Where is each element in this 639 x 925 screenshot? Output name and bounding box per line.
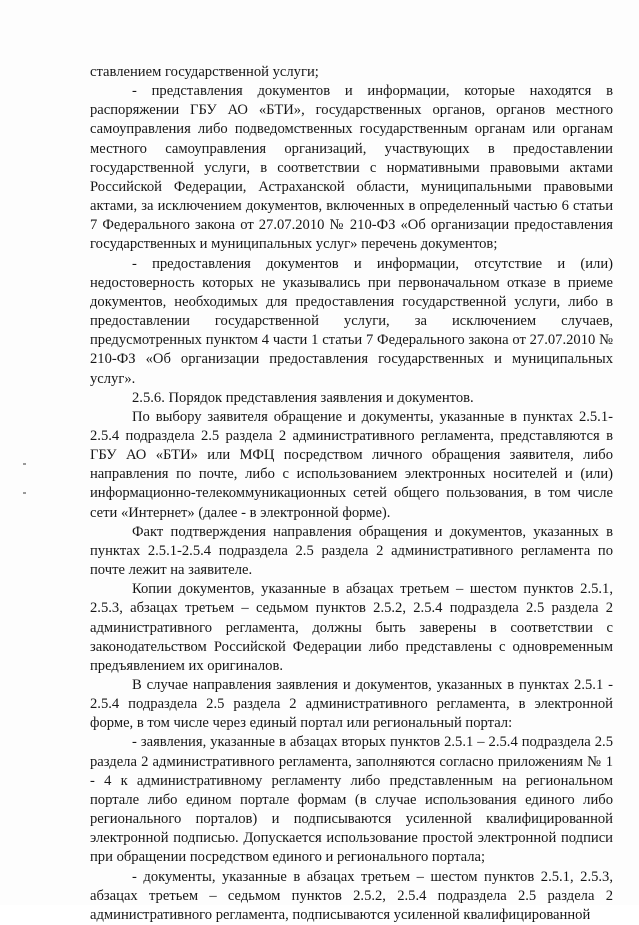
paragraph: ставлением государственной услуги; xyxy=(90,64,319,80)
paragraph: Копии документов, указанные в абзацах третьем – шестом пунктов 2.5.1, 2.5.3, абзацах третьем – седьмом пунктов 2.5.2, 2.5.4 подраздела 2.5 раздела 2 административного регламента, должны быть заверены в соответствии с законодательством Российской Федерации либо представлены с одновременным предъявлением их оригиналов. xyxy=(90,581,613,674)
document-body xyxy=(90,63,613,925)
paragraph: - представления документов и информации, которые находятся в распоряжении ГБУ АО «БТИ», государственных органов, органов местного самоуправления либо подведомственных государственным органам или органам местного самоуправления организаций, участвующих в предоставлении государственной услуги, в соответствии с нормативными правовыми актами Российской Федерации, Астраханской области, муниципальными правовыми актами, за исключением документов, включенных в определенный частью 6 статьи 7 Федерального закона от 27.07.2010 № 210-ФЗ «Об организации предоставления государственных и муниципальных услуг» перечень документов; xyxy=(90,83,613,253)
margin-mark xyxy=(23,492,26,494)
paragraph: - предоставления документов и информации, отсутствие и (или) недостоверность которых не указывались при первоначальном отказе в приеме документов, необходимых для предоставления государственной услуги, либо в предоставлении государственной услуги, за исключением случаев, предусмотренных пунктом 4 части 1 статьи 7 Федерального закона от 27.07.2010 № 210-ФЗ «Об организации предоставления государственных и муниципальных услуг». xyxy=(90,255,613,387)
paragraph: - документы, указанные в абзацах третьем – шестом пунктов 2.5.1, 2.5.3, абзацах третьем – седьмом пунктов 2.5.2, 2.5.4 подраздела 2.5 раздела 2 административного регламента, подписываются усиленной квалифицированной xyxy=(90,868,613,923)
paragraph: Факт подтверждения направления обращения и документов, указанных в пунктах 2.5.1-2.5.4 подраздела 2.5 раздела 2 административного регламента по почте лежит на заявителе. xyxy=(90,523,613,579)
paragraph: По выбору заявителя обращение и документы, указанные в пунктах 2.5.1-2.5.4 подраздела 2.5 раздела 2 административного регламента, представляются в ГБУ АО «БТИ» или МФЦ посредством личного обращения заявителя, либо направления по почте, либо с использованием электронных носителей и (или) информационно-телекоммуникационных сетей общего пользования, в том числе сети «Интернет» (далее - в электронной форме). xyxy=(90,408,613,521)
section-heading: 2.5.6. Порядок представления заявления и документов. xyxy=(132,389,474,406)
paragraph: В случае направления заявления и документов, указанных в пунктах 2.5.1 - 2.5.4 подраздела 2.5 раздела 2 административного регламента, в электронной форме, в том числе через единый портал или региональный портал: xyxy=(90,677,613,732)
margin-mark xyxy=(23,463,26,465)
paragraph: - заявления, указанные в абзацах вторых пунктов 2.5.1 – 2.5.4 подраздела 2.5 раздела 2 административного регламента, заполняются согласно приложениям № 1 - 4 к административному регламенту либо представленным на региональном портале либо едином портале формам (в случае использования единого либо регионального порталов) и подписываются усиленной квалифицированной электронной подписью. Допускается использование простой электронной подписи при обращении посредством единого и регионального портала; xyxy=(90,734,613,866)
